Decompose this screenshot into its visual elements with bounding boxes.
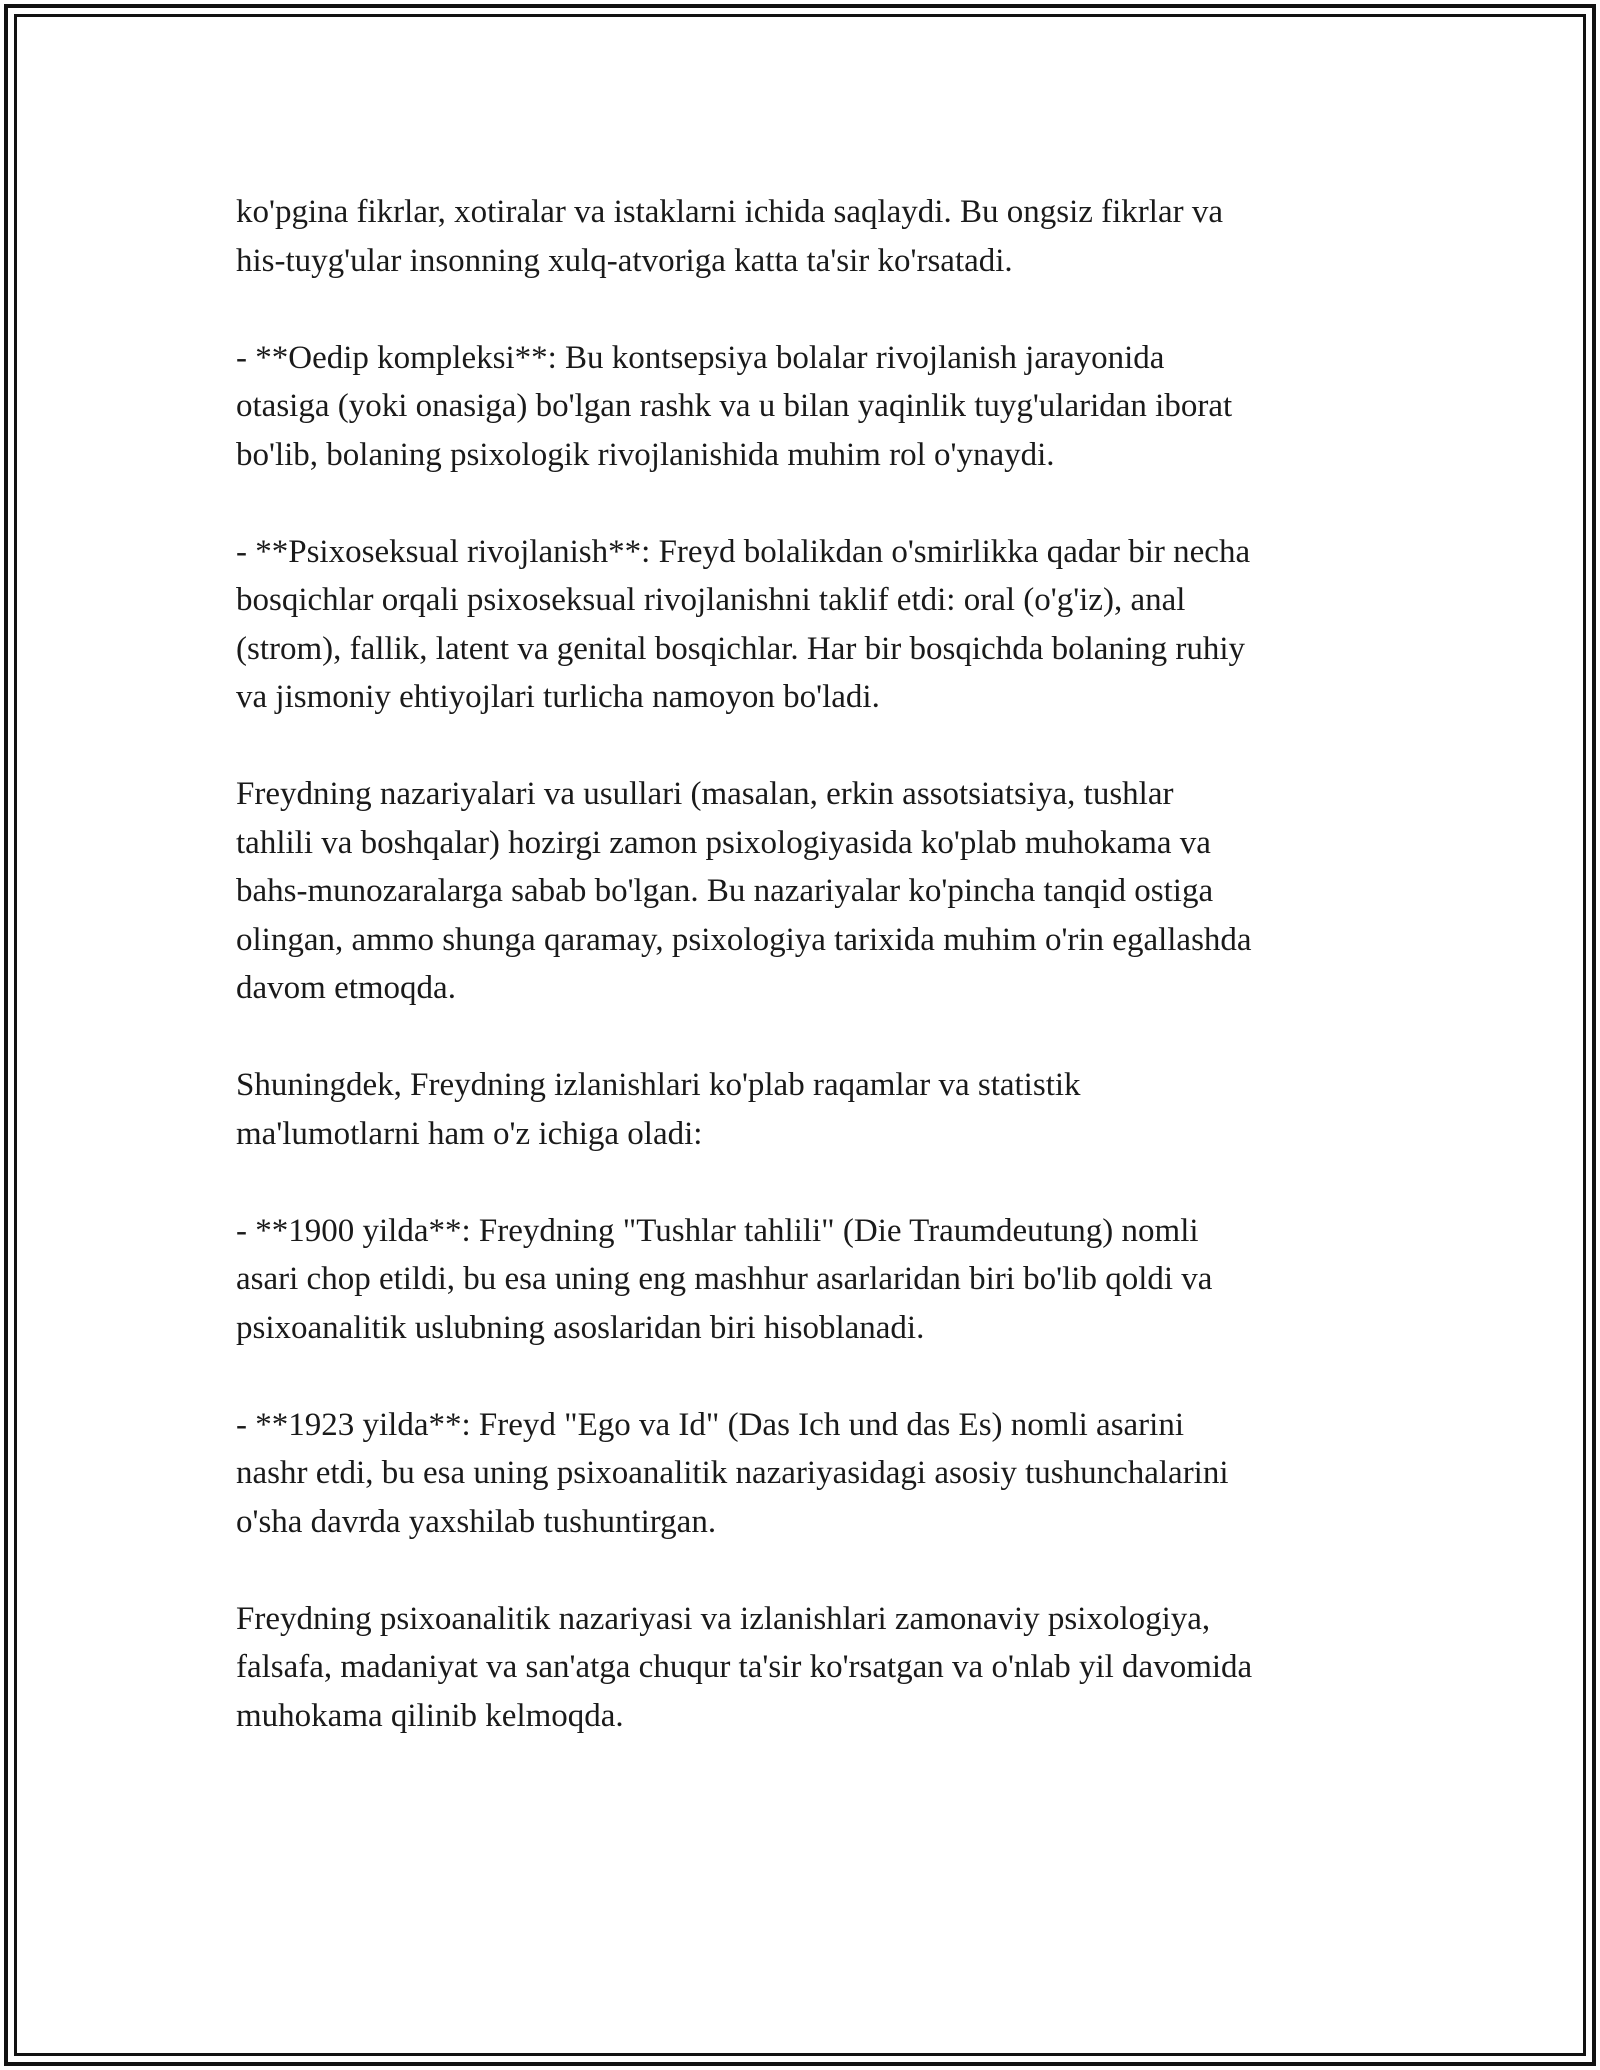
paragraph-theories-and-methods: Freydning nazariyalari va usullari (masalan, erkin assotsiatsiya, tushlar tahlili va boshqalar) hozirgi zamon psixologiyasida ko'plab muhokama va bahs-munozaralarga sabab bo'lgan. Bu nazariyalar ko'pincha tanqid ostiga olingan, ammo shunga qaramay, psixologiya tarixida muhim o'rin egallashda davom etmoqda. <box>236 776 1252 1006</box>
paragraph-conclusion: Freydning psixoanalitik nazariyasi va izlanishlari zamonaviy psixologiya, falsafa, madaniyat va san'atga chuqur ta'sir ko'rsatgan va o'nlab yil davomida muhokama qilinib kelmoqda. <box>236 1600 1253 1734</box>
paragraph-1900: - **1900 yilda**: Freydning "Tushlar tahlili" (Die Traumdeutung) nomli asari chop etildi, bu esa uning eng mashhur asarlaridan biri bo'lib qoldi va psixoanalitik uslubning asoslaridan biri hisoblanadi. <box>236 1212 1213 1346</box>
paragraph-oedipus-complex: - **Oedip kompleksi**: Bu kontsepsiya bolalar rivojlanish jarayonida otasiga (yoki onasiga) bo'lgan rashk va u bilan yaqinlik tuyg'ularidan iborat bo'lib, bolaning psixologik rivojlanishida muhim rol o'ynaydi. <box>236 339 1233 473</box>
document-body <box>236 188 1396 1789</box>
paragraph-psychosexual-development: - **Psixoseksual rivojlanish**: Freyd bolalikdan o'smirlikka qadar bir necha bosqichlar orqali psixoseksual rivojlanishni taklif etdi: oral (o'g'iz), anal (strom), fallik, latent va genital bosqichlar. Har bir bosqichda bolaning ruhiy va jismoniy ehtiyojlari turlicha namoyon bo'ladi. <box>236 533 1251 715</box>
paragraph-unconscious: ko'pgina fikrlar, xotiralar va istaklarni ichida saqlaydi. Bu ongsiz fikrlar va his-tuyg'ular insonning xulq-atvoriga katta ta'sir ko'rsatadi. <box>236 194 1223 279</box>
paragraph-1923: - **1923 yilda**: Freyd "Ego va Id" (Das Ich und das Es) nomli asarini nashr etdi, bu esa uning psixoanalitik nazariyasidagi asosiy tushunchalarini o'sha davrda yaxshilab tushuntirgan. <box>236 1406 1229 1540</box>
paragraph-statistics-intro: Shuningdek, Freydning izlanishlari ko'plab raqamlar va statistik ma'lumotlarni ham o'z ichiga oladi: <box>236 1067 1081 1152</box>
